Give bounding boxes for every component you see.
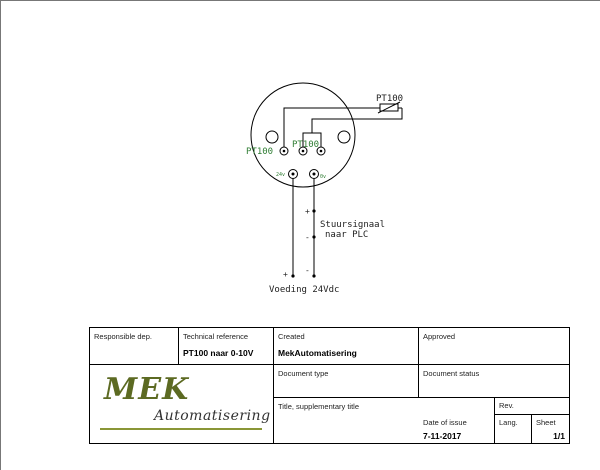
created-cell (274, 328, 419, 365)
responsible-dep-label: Responsible dep. (94, 332, 152, 341)
supply-minus-sign: - (305, 266, 310, 275)
created-value: MekAutomatisering (278, 348, 357, 358)
pt100-terminal-1 (280, 147, 288, 155)
node-supply-plus (291, 274, 294, 277)
approved-cell (419, 328, 569, 365)
date-of-issue-label: Date of issue (423, 418, 467, 427)
sheet-cell (532, 415, 569, 443)
rev-label: Rev. (499, 401, 514, 410)
plc-minus-sign: - (305, 233, 310, 242)
voeding-label: Voeding 24Vdc (269, 285, 340, 295)
sheet-label: Sheet (536, 418, 556, 427)
logo-mek-text: MEK (104, 372, 190, 407)
mounting-hole-left (266, 131, 278, 143)
document-type-cell (274, 365, 419, 398)
pt100-label-top: PT100 (376, 94, 404, 104)
terminal-0v-label: 0v (320, 174, 327, 180)
lang-label: Lang. (499, 418, 518, 427)
pt100-wire-return (312, 108, 402, 133)
technical-reference-label: Technical reference (183, 332, 249, 341)
logo-tagline-text: Automatisering (154, 408, 271, 424)
responsible-dep-cell (90, 328, 179, 365)
title-label: Title, supplementary title (278, 402, 360, 411)
document-status-cell (419, 365, 569, 398)
title-block (89, 327, 570, 444)
date-of-issue-value: 7-11-2017 (423, 431, 462, 441)
sheet-value: 1/1 (553, 431, 565, 441)
supply-plus-sign: + (283, 270, 288, 279)
document-status-label: Document status (423, 369, 480, 378)
rev-cell (495, 398, 569, 415)
lang-cell (495, 415, 532, 443)
mounting-hole-right (338, 131, 350, 143)
node-supply-minus (312, 274, 315, 277)
document-type-label: Document type (278, 369, 329, 378)
plc-plus-sign: + (305, 207, 310, 216)
terminal-0v (310, 170, 319, 179)
terminal-24v (289, 170, 298, 179)
technical-reference-cell (179, 328, 274, 365)
logo-cell (90, 365, 274, 443)
created-label: Created (278, 332, 305, 341)
node-plc-minus (312, 235, 315, 238)
date-of-issue-cell (419, 415, 495, 443)
stuursignaal-label: Stuursignaal (320, 220, 386, 230)
approved-label: Approved (423, 332, 456, 341)
logo-underline (100, 428, 262, 430)
terminal-24v-label: 24v (276, 172, 286, 178)
node-plc-plus (312, 209, 315, 212)
pt100-label-left: PT100 (246, 147, 274, 157)
naar-plc-label: naar PLC (325, 230, 369, 240)
pt100-label-mid: PT100 (292, 140, 320, 150)
technical-reference-value: PT100 naar 0-10V (183, 348, 254, 358)
